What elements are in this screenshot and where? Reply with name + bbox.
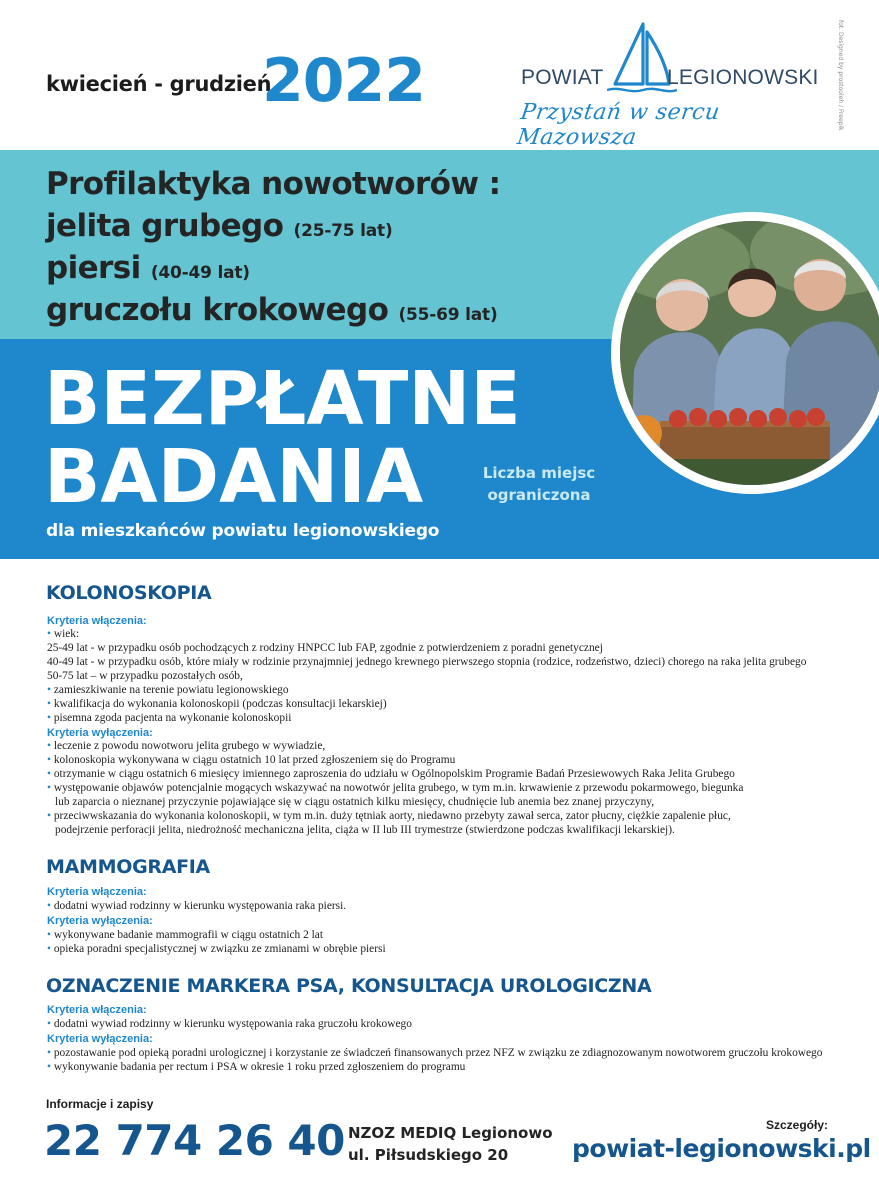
logo-word-powiat: POWIAT: [521, 66, 604, 89]
clinic-address: [348, 1122, 553, 1166]
criteria-item: 40-49 lat - w przypadku osób, które miały w rodzinie przynajmniej jednego krewnego pierwszego stopnia (rodzice, rodzeństwo, dzieci) chorego na raka jelita grubego: [47, 656, 807, 668]
details-label: Szczegóły:: [766, 1118, 829, 1132]
prophylaxis-item-name: gruczołu krokowego: [46, 292, 389, 328]
exclusion-label: Kryteria wyłączenia:: [47, 727, 153, 739]
banner-line-tests: BADANIA: [44, 434, 424, 520]
criteria-item: • pisemna zgoda pacjenta na wykonanie kolonoskopii: [47, 713, 291, 724]
criteria-item: • kolonoskopia wykonywana w ciągu ostatnich 10 lat przed zgłoszeniem się do Programu: [47, 755, 455, 766]
residents-note: dla mieszkańców powiatu legionowskiego: [46, 521, 440, 541]
prophylaxis-item-name: piersi: [46, 250, 141, 286]
criteria-item: • dodatni wywiad rodzinny w kierunku występowania raka piersi.: [47, 901, 346, 912]
prophylaxis-item-age: (55-69 lat): [398, 305, 498, 325]
powiat-logo: [515, 26, 819, 150]
prophylaxis-title: Profilaktyka nowotworów :: [46, 166, 501, 202]
criteria-item: podejrzenie perforacji jelita, niedrożność mechaniczna jelita, ciąża w II lub III trymestrze (stwierdzone podczas kwalifikacji lekarskiej).: [55, 824, 675, 836]
phone-number[interactable]: 22 774 26 40: [44, 1116, 345, 1165]
inclusion-label: Kryteria włączenia:: [47, 615, 147, 627]
section-heading-mammography: MAMMOGRAFIA: [46, 856, 210, 878]
criteria-item: • leczenie z powodu nowotworu jelita grubego w wywiadzie,: [47, 741, 325, 752]
inclusion-label: Kryteria włączenia:: [47, 1004, 147, 1016]
family-photo: [611, 212, 879, 494]
date-range: kwiecień - grudzień: [46, 72, 272, 96]
logo-tagline: Przystań w sercu Mazowsza: [515, 100, 722, 150]
criteria-item: • wykonywanie badania per rectum i PSA w okresie 1 roku przed zgłoszeniem do programu: [47, 1062, 465, 1073]
criteria-item: • występowanie objawów potencjalnie mogących wskazywać na nowotwór jelita grubego, w tym m.in. krwawienie z przewodu pokarmowego, biegunka: [47, 783, 743, 794]
prophylaxis-item-name: jelita grubego: [46, 208, 284, 244]
criteria-item: lub zaparcia o nieznanej przyczynie pojawiające się w ciągu ostatnich kilku miesięcy, chudnięcie lub anemia bez znanej przyczyny,: [55, 796, 655, 808]
section-heading-colonoscopy: KOLONOSKOPIA: [46, 582, 212, 604]
criteria-item: 50-75 lat – w przypadku pozostałych osób,: [47, 670, 243, 682]
clinic-name: NZOZ MEDIQ Legionowo: [348, 1124, 553, 1142]
criteria-item: 25-49 lat - w przypadku osób pochodzących z rodziny HNPCC lub FAP, zgodnie z potwierdzeniem z poradni genetycznej: [47, 642, 603, 654]
criteria-item: • opieka poradni specjalistycznej w związku ze zmianami w obrębie piersi: [47, 944, 386, 955]
prophylaxis-item: [46, 250, 250, 286]
family-photo-illustration: [620, 221, 879, 485]
clinic-street: ul. Piłsudskiego 20: [348, 1146, 509, 1164]
criteria-item: • wiek:: [47, 629, 79, 640]
inclusion-label: Kryteria włączenia:: [47, 886, 147, 898]
criteria-item: • dodatni wywiad rodzinny w kierunku występowania raka gruczołu krokowego: [47, 1019, 412, 1030]
criteria-item: • pozostawanie pod opieką poradni urologicznej i korzystanie ze świadczeń finansowanych przez NFZ w związku ze zdiagnozowanym nowotworem gruczołu krokowego: [47, 1048, 822, 1059]
exclusion-label: Kryteria wyłączenia:: [47, 915, 153, 927]
criteria-item: • otrzymanie w ciągu ostatnich 6 miesięcy imiennego zaproszenia do udziału w Ogólnopolskim Programie Badań Przesiewowych Raka Jelita Grubego: [47, 769, 735, 780]
criteria-item: • przeciwwskazania do wykonania kolonoskopii, w tym m.in. duży tętniak aorty, niedawno przebyty zawał serca, zator płucny, ciężkie zapalenie płuc,: [47, 811, 731, 822]
prophylaxis-item: [46, 208, 393, 244]
prophylaxis-item-age: (25-75 lat): [293, 221, 393, 241]
exclusion-label: Kryteria wyłączenia:: [47, 1033, 153, 1045]
limited-places-note: Liczba miejsc ograniczona: [482, 464, 596, 504]
criteria-item: • zamieszkiwanie na terenie powiatu legionowskiego: [47, 685, 289, 696]
photo-credit: fot. Designed by prostooleh / Freepik: [837, 20, 844, 131]
prophylaxis-item: [46, 292, 498, 328]
criteria-item: • wykonywane badanie mammografii w ciągu ostatnich 2 lat: [47, 930, 323, 941]
logo-word-legionowski: LEGIONOWSKI: [667, 66, 819, 89]
website-link[interactable]: powiat-legionowski.pl: [572, 1134, 871, 1163]
info-label: Informacje i zapisy: [46, 1097, 154, 1111]
criteria-item: • kwalifikacja do wykonania kolonoskopii (podczas konsultacji lekarskiej): [47, 699, 387, 710]
banner-line-free: BEZPŁATNE: [44, 356, 521, 442]
year: 2022: [262, 46, 425, 116]
prophylaxis-item-age: (40-49 lat): [150, 263, 250, 283]
section-heading-psa: OZNACZENIE MARKERA PSA, KONSULTACJA UROLOGICZNA: [46, 975, 652, 997]
